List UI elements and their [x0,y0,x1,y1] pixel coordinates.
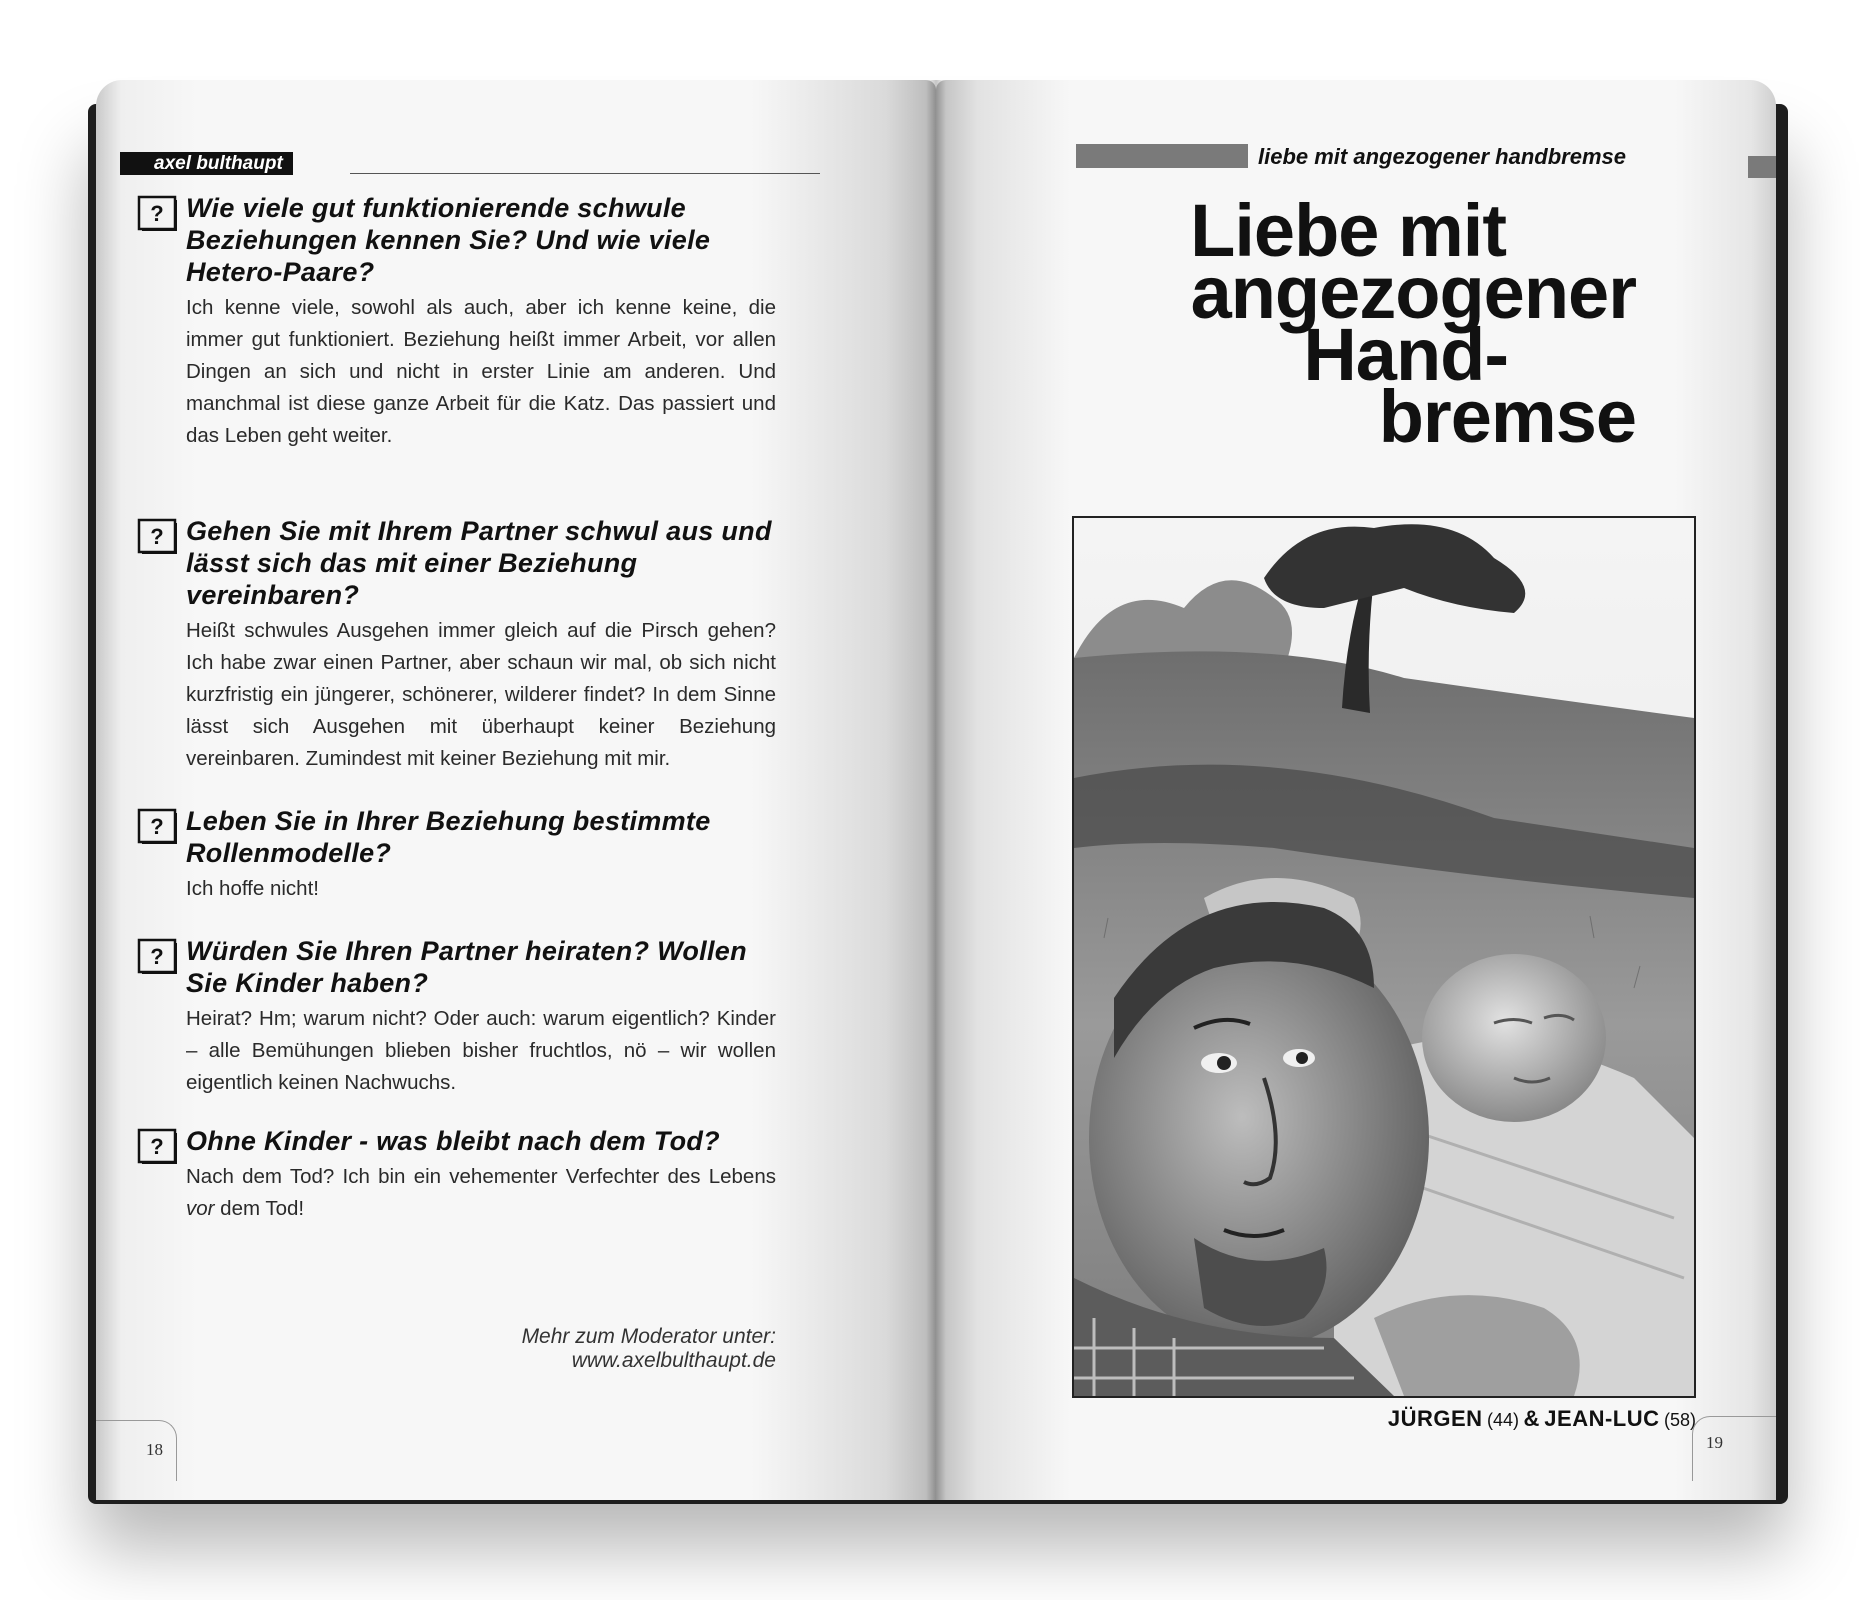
question-mark-icon [136,194,180,234]
question-mark-icon [136,937,180,977]
right-page [936,80,1776,1500]
question-text: Wie viele gut funktionierende schwule Beziehungen kennen Sie? Und wie viele Hetero-Paare? [186,193,711,287]
chapter-tag: liebe mit angezogener handbremse [1258,144,1626,169]
answer-text-part: Nach dem Tod? Ich bin ein vehementer Verfechter des Lebens [186,1165,776,1188]
couple-photo [1072,516,1696,1398]
running-head-left [120,150,820,176]
answer-emphasis: vor [186,1197,215,1220]
question-text: Würden Sie Ihren Partner heiraten? Wollen Sie Kinder haben? [186,936,747,998]
question-text: Leben Sie in Ihrer Beziehung bestimmte Rollenmodelle? [186,806,711,868]
answer-text: Ich kenne viele, sowohl als auch, aber ich kenne keine, die immer gut funktioniert. Beziehung heißt immer Arbeit, vor allen Dingen an sich und nicht in erster Linie am anderen. Und manchmal ist diese ganze Arbeit für die Katz. Das passiert und das Leben geht weiter. [186,296,776,447]
running-head-right [1076,138,1776,178]
answer-text: Heirat? Hm; warum nicht? Oder auch: warum eigentlich? Kinder – alle Bemühungen blieben bisher fruchtlos, nö – wir wollen eigentlich keinen Nachwuchs. [186,1007,776,1094]
svg-text:?: ? [150,944,164,969]
header-bar [1076,144,1248,168]
svg-text:?: ? [150,1134,164,1159]
question-mark-icon [136,807,180,847]
left-page [96,80,936,1500]
chapter-title [1036,189,1636,458]
question-text: Gehen Sie mit Ihrem Partner schwul aus und lässt sich das mit einer Beziehung vereinbaren? [186,516,772,610]
header-bar [1748,156,1776,178]
qa-item [150,1125,776,1225]
photo-illustration [1074,518,1694,1396]
caption-age: (44) [1486,1410,1519,1430]
qa-item [150,192,776,452]
chapter-title-line: Liebe mit [1190,189,1506,272]
page-number-left: 18 [146,1440,163,1459]
photo-caption [1196,1406,1696,1432]
answer-text-part: dem Tod! [214,1197,305,1220]
svg-text:?: ? [150,201,164,226]
svg-text:?: ? [150,814,164,839]
question-mark-icon [136,517,180,557]
caption-ampersand: & [1523,1406,1540,1431]
svg-text:?: ? [150,524,164,549]
author-tag: axel bulthaupt [120,152,293,175]
answer-text: Ich hoffe nicht! [186,877,319,900]
qa-item [150,935,776,1099]
caption-name: JÜRGEN [1387,1406,1483,1431]
chapter-title-line: bremse [1378,375,1636,458]
page-corner [96,1420,177,1481]
page-corner [1692,1416,1776,1481]
chapter-title-line: Hand- [1303,313,1508,396]
footer-note: Mehr zum Moderator unter: www.axelbulthaupt.de [521,1325,776,1372]
chapter-title-line: angezogener [1190,251,1636,334]
caption-name: JEAN-LUC [1544,1406,1660,1431]
question-text: Ohne Kinder - was bleibt nach dem Tod? [186,1126,720,1156]
caption-age: (58) [1663,1410,1696,1430]
answer-text: Heißt schwules Ausgehen immer gleich auf die Pirsch gehen? Ich habe zwar einen Partner, aber schaun wir mal, ob sich nicht kurzfristig ein jüngerer, schönerer, wilderer findet? In dem Sinne lässt sich Ausgehen mit überhaupt keiner Beziehung vereinbaren. Zumindest mit keiner Beziehung mit mir. [186,619,776,770]
book-gutter [926,80,946,1500]
page-number-right: 19 [1706,1433,1723,1452]
header-rule [350,173,820,174]
question-mark-icon [136,1127,180,1167]
qa-item [150,515,776,775]
answer-text [186,1161,776,1225]
qa-item [150,805,776,905]
